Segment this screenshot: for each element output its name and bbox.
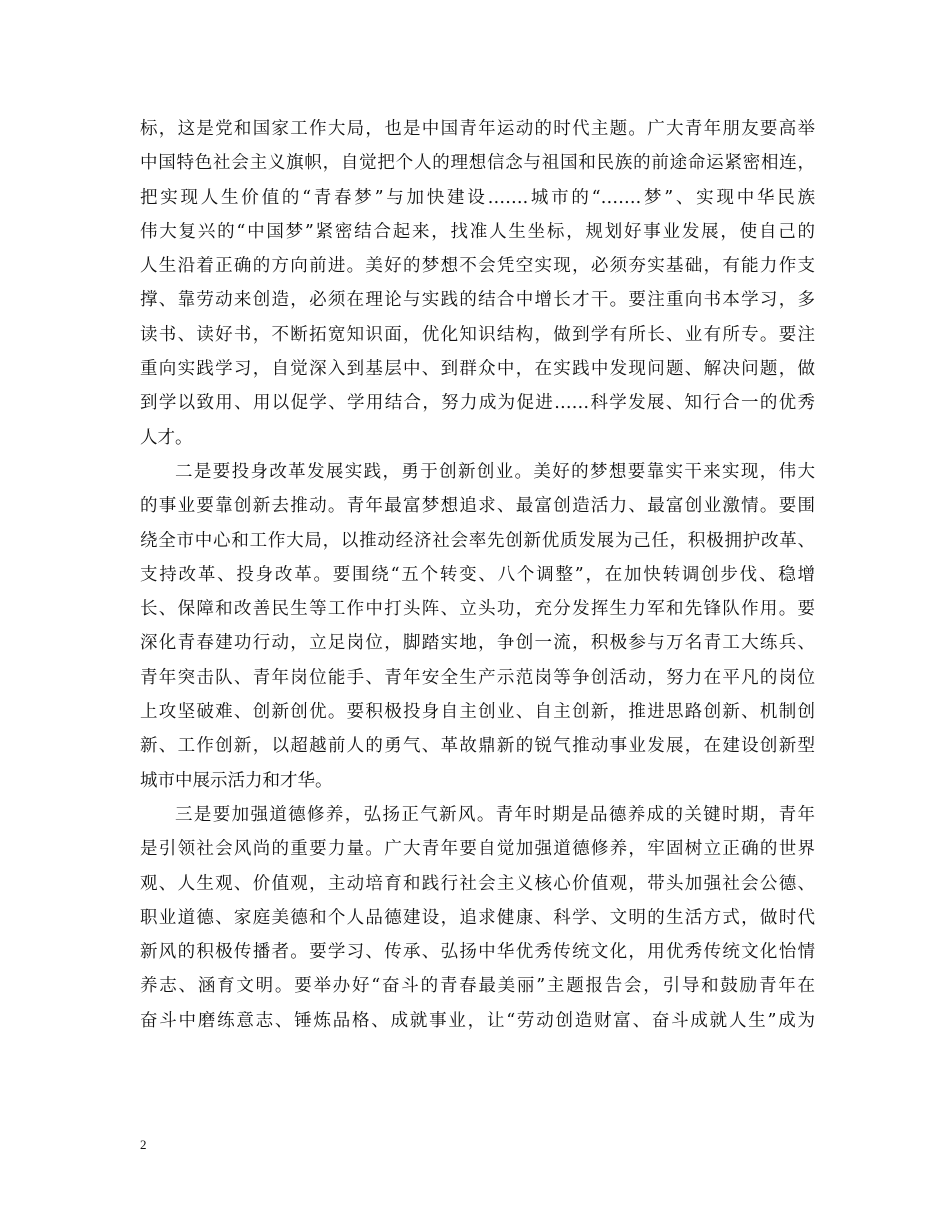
text-line: 标，这是党和国家工作大局，也是中国青年运动的时代主题。广大青年朋友要高举: [140, 119, 815, 139]
text-line: 青年突击队、青年岗位能手、青年安全生产示范岗等争创活动，努力在平凡的岗位: [140, 667, 815, 688]
text-line: 人才。: [140, 427, 193, 448]
body-text: [140, 112, 815, 1038]
text-line: 把实现人生价值的“青春梦”与加快建设…….城市的“…….梦”、实现中华民族: [140, 187, 815, 208]
text-line: 是引领社会风尚的重要力量。广大青年要自觉加强道德修养，牢固树立正确的世界: [140, 839, 815, 860]
text-line: 中国特色社会主义旗帜，自觉把个人的理想信念与祖国和民族的前途命运紧密相连，: [140, 153, 815, 174]
text-line: 新风的积极传播者。要学习、传承、弘扬中华优秀传统文化，用优秀传统文化怡情: [140, 942, 815, 963]
text-line: 新、工作创新，以超越前人的勇气、革故鼎新的锐气推动事业发展，在建设创新型: [140, 736, 815, 757]
paragraph-start-line: 二是要投身改革发展实践，勇于创新创业。美好的梦想要靠实干来实现，伟大: [175, 461, 815, 482]
page-number: 2: [140, 1137, 147, 1152]
text-line: 上攻坚破难、创新创优。要积极投身自主创业、自主创新，推进思路创新、机制创: [140, 702, 815, 723]
text-line: 长、保障和改善民生等工作中打头阵、立头功，充分发挥生力军和先锋队作用。要: [140, 599, 815, 620]
text-line: 养志、涵育文明。要举办好“奋斗的青春最美丽”主题报告会，引导和鼓励青年在: [140, 976, 815, 997]
text-line: 绕全市中心和工作大局，以推动经济社会率先创新优质发展为己任，积极拥护改革、: [140, 530, 815, 551]
text-line: 到学以致用、用以促学、学用结合，努力成为促进……科学发展、知行合一的优秀: [140, 393, 815, 414]
text-line: 支持改革、投身改革。要围绕“五个转变、八个调整”，在加快转调创步伐、稳增: [140, 564, 815, 585]
text-line: 城市中展示活力和才华。: [140, 770, 333, 791]
paragraph-start-line: 三是要加强道德修养，弘扬正气新风。青年时期是品德养成的关键时期，青年: [175, 804, 815, 825]
text-line: 人生沿着正确的方向前进。美好的梦想不会凭空实现，必须夯实基础，有能力作支: [140, 256, 815, 277]
text-line: 职业道德、家庭美德和个人品德建设，追求健康、科学、文明的生活方式，做时代: [140, 907, 815, 928]
text-line: 伟大复兴的“中国梦”紧密结合起来，找准人生坐标，规划好事业发展，使自己的: [140, 221, 815, 242]
text-line: 撑、靠劳动来创造，必须在理论与实践的结合中增长才干。要注重向书本学习，多: [140, 290, 815, 311]
text-line: 奋斗中磨练意志、锤炼品格、成就事业，让“劳动创造财富、奋斗成就人生”成为: [140, 1010, 815, 1031]
text-line: 重向实践学习，自觉深入到基层中、到群众中，在实践中发现问题、解决问题，做: [140, 359, 815, 380]
text-line: 观、人生观、价值观，主动培育和践行社会主义核心价值观，带头加强社会公德、: [140, 873, 815, 894]
text-line: 深化青春建功行动，立足岗位，脚踏实地，争创一流，积极参与万名青工大练兵、: [140, 633, 815, 654]
text-line: 读书、读好书，不断拓宽知识面，优化知识结构，做到学有所长、业有所专。要注: [140, 324, 815, 345]
text-line: 的事业要靠创新去推动。青年最富梦想追求、最富创造活力、最富创业激情。要围: [140, 496, 815, 517]
